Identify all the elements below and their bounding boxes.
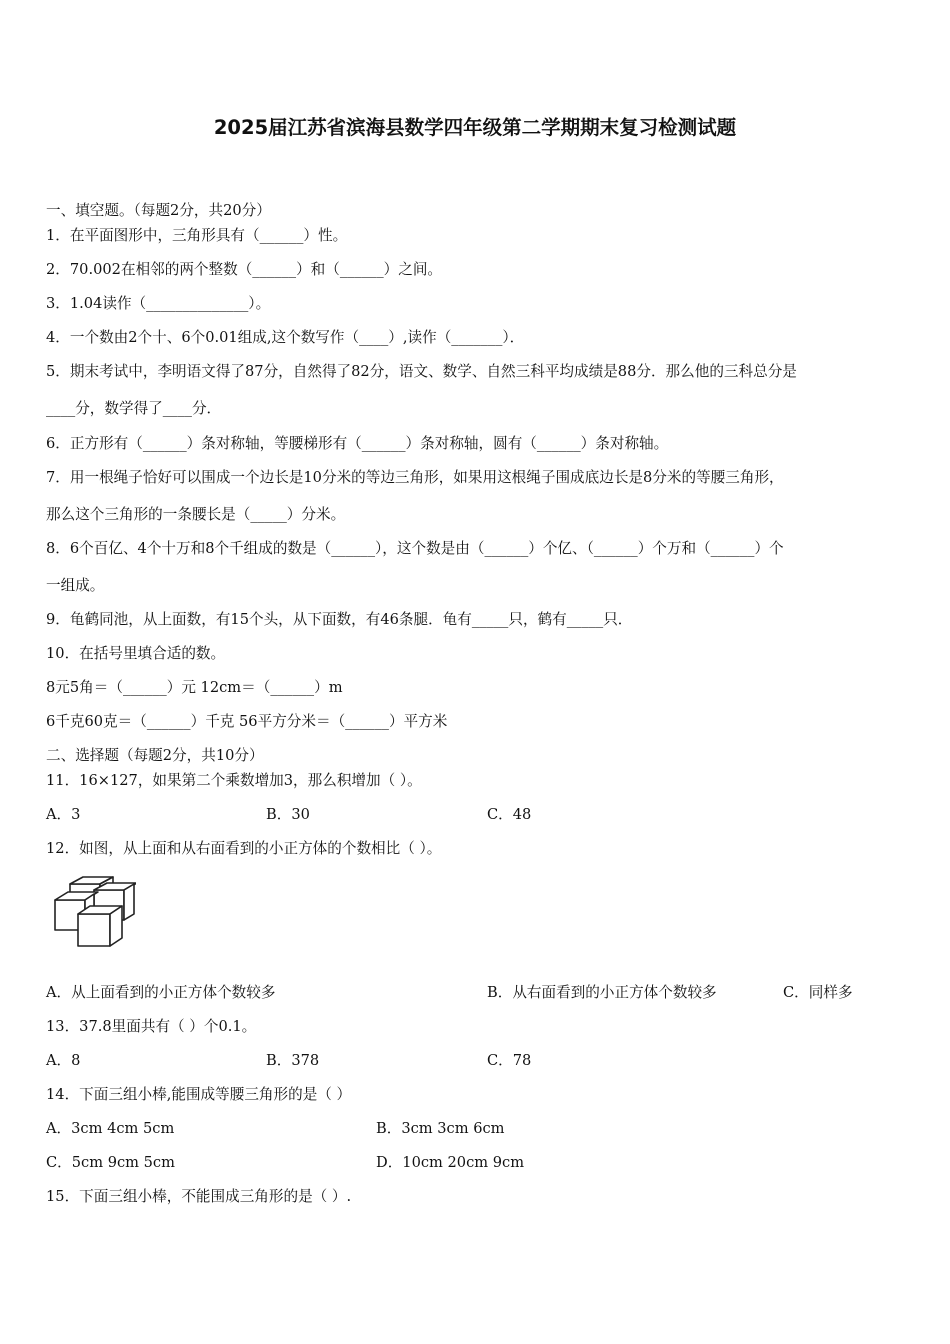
question-line: 2．70.002在相邻的两个整数（______）和（______）之间。 bbox=[46, 261, 443, 278]
option-c: C．5cm 9cm 5cm bbox=[46, 1154, 175, 1171]
question-line: 7．用一根绳子恰好可以围成一个边长是10分米的等边三角形，如果用这根绳子围成底边长是8分米的等腰三角形， bbox=[46, 469, 784, 486]
option-d: D．10cm 20cm 9cm bbox=[376, 1154, 525, 1171]
option-a: A．8 bbox=[46, 1052, 81, 1069]
question-line: 5．期末考试中，李明语文得了87分，自然得了82分，语文、数学、自然三科平均成绩是88分．那么他的三科总分是 bbox=[46, 363, 797, 380]
question-line: 1．在平面图形中，三角形具有（______）性。 bbox=[46, 227, 348, 244]
cube-stack-figure bbox=[50, 876, 136, 948]
question-stem: 12．如图，从上面和从右面看到的小正方体的个数相比（ ）。 bbox=[46, 840, 442, 857]
question-line: 6千克60克＝（______）千克 56平方分米＝（______）平方米 bbox=[46, 713, 448, 730]
question-stem: 15．下面三组小棒，不能围成三角形的是（ ）. bbox=[46, 1188, 352, 1205]
section-header: 一、填空题。（每题2分，共20分） bbox=[46, 202, 271, 219]
question-line: 10．在括号里填合适的数。 bbox=[46, 645, 226, 662]
option-a: A．3cm 4cm 5cm bbox=[46, 1120, 175, 1137]
option-b: B．从右面看到的小正方体个数较多 bbox=[487, 984, 717, 1001]
option-c: C．同样多 bbox=[783, 984, 853, 1001]
option-c: C．78 bbox=[487, 1052, 532, 1069]
question-line: 9．龟鹤同池，从上面数，有15个头，从下面数，有46条腿．龟有_____只，鹤有_____只． bbox=[46, 611, 633, 628]
question-line: 一组成。 bbox=[46, 577, 105, 594]
question-line: 8元5角＝（______）元 12cm＝（______）m bbox=[46, 679, 343, 696]
section-header: 二、选择题（每题2分，共10分） bbox=[46, 747, 264, 764]
question-line: 那么这个三角形的一条腰长是（_____）分米。 bbox=[46, 506, 346, 523]
option-b: B．378 bbox=[266, 1052, 320, 1069]
question-stem: 13．37.8里面共有（ ）个0.1。 bbox=[46, 1018, 257, 1035]
question-line: 4．一个数由2个十、6个0.01组成,这个数写作（____）,读作（_______）． bbox=[46, 329, 525, 346]
question-line: ____分，数学得了____分． bbox=[46, 400, 222, 417]
option-b: B．30 bbox=[266, 806, 310, 823]
option-a: A．从上面看到的小正方体个数较多 bbox=[46, 984, 276, 1001]
question-line: 3．1.04读作（______________）。 bbox=[46, 295, 271, 312]
option-a: A．3 bbox=[46, 806, 81, 823]
question-stem: 11．16×127，如果第二个乘数增加3，那么积增加（ ）。 bbox=[46, 772, 422, 789]
question-stem: 14．下面三组小棒,能围成等腰三角形的是（ ） bbox=[46, 1086, 352, 1103]
option-c: C．48 bbox=[487, 806, 532, 823]
option-b: B．3cm 3cm 6cm bbox=[376, 1120, 505, 1137]
question-line: 6．正方形有（______）条对称轴，等腰梯形有（______）条对称轴，圆有（______）条对称轴。 bbox=[46, 435, 669, 452]
page-title: 2025届江苏省滨海县数学四年级第二学期期末复习检测试题 bbox=[213, 116, 737, 139]
question-line: 8．6个百亿、4个十万和8个千组成的数是（______），这个数是由（______）个亿、（______）个万和（______）个 bbox=[46, 540, 784, 557]
